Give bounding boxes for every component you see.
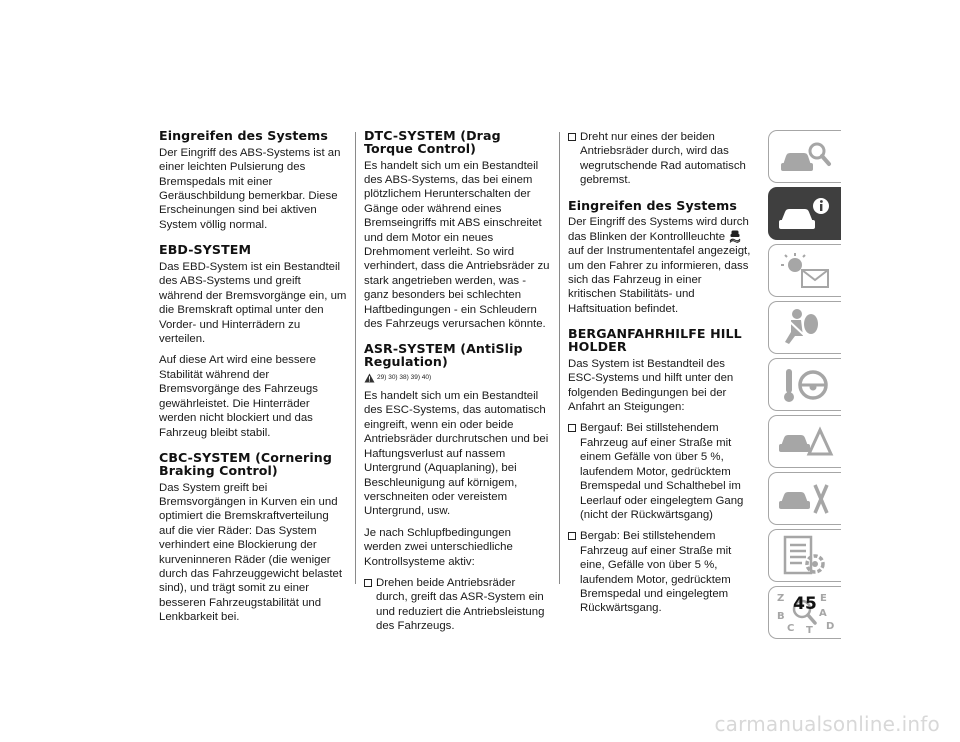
tab-technical-data[interactable] <box>768 529 841 582</box>
column-divider <box>559 132 560 584</box>
index-letter: A <box>819 608 827 619</box>
index-letter: Z <box>777 593 785 604</box>
list-item: Bergauf: Bei stillstehendem Fahrzeug auf einer Straße mit einem Gefälle von über 5 %, laufendem Motor, gedrücktem Bremspedal und Schalthebel im Leerlauf oder eingelegtem Gang (nicht der Rückwärtsgang) <box>568 421 752 522</box>
car-maintenance-icon <box>775 477 835 521</box>
index-letter: T <box>806 625 813 635</box>
page-number: 45 <box>793 594 817 614</box>
checkbox-bullet-icon <box>568 133 576 141</box>
paragraph: Das System greift bei Bremsvorgängen in Kurven ein und optimiert die Bremskraftverteilung auf die vier Räder: Das System verhindert eine Blockierung der kurveninneren Räder (die weniger durch das Fahrzeuggewicht belastet sind), und trägt somit zu einer besseren Fahrzeugstabilität und Lenkbarkeit bei. <box>159 481 342 624</box>
section-heading: BERGANFAHRHILFE HILL HOLDER <box>568 326 742 355</box>
column-left <box>159 130 347 632</box>
column-middle <box>364 130 550 641</box>
warning-reference-numbers: 29) 30) 38) 39) 40) <box>377 374 432 382</box>
warning-triangle-icon <box>364 373 375 383</box>
tab-servicing[interactable] <box>768 472 841 525</box>
section-heading: EBD-SYSTEM <box>159 242 252 258</box>
section-heading: CBC-SYSTEM (Cornering Braking Control) <box>159 449 332 478</box>
esc-warning-light-icon <box>729 230 741 243</box>
paragraph: Das System ist Bestandteil des ESC-Systems und hilft unter den folgenden Bedingungen bei der Anfahrt an Steigungen: <box>568 357 734 414</box>
paragraph: Es handelt sich um ein Bestandteil des ESC-Systems, das automatisch eingreift, wenn ein oder beide Antriebsräder durchrutschen und bei Haftungsverlust auf nassem Untergrund (Aquaplaning), bei Beschleunigung auf körnigem, verschneiten oder vereistem Untergrund, usw. <box>364 390 549 518</box>
paragraph: Es handelt sich um ein Bestandteil des ABS-Systems, das bei einem plötzlichem Herunterschalten der Gänge oder während eines Bremseingriffs mit ABS einschreitet und dem Motor ein neues Drehmoment verleiht. So wird verhindert, dass die Antriebsräder zu stark angetrieben werden, was - ganz besonders bei schlechten Haftbedingungen - ein Schleudern des Fahrzeugs verursachen könnte. <box>364 159 550 331</box>
warning-light-message-icon <box>775 249 835 293</box>
column-right <box>568 130 752 623</box>
section-heading: ASR-SYSTEM (AntiSlip Regulation) <box>364 341 523 370</box>
index-letter: B <box>777 611 785 622</box>
watermark: carmanualsonline.info <box>714 712 940 736</box>
tab-car-search[interactable] <box>768 130 841 183</box>
tab-car-info[interactable] <box>768 187 841 240</box>
list-item: Drehen beide Antriebsräder durch, greift das ASR-System ein und reduziert die Antriebsleistung des Fahrzeugs. <box>364 576 550 634</box>
list-item: Dreht nur eines der beiden Antriebsräder durch, wird das wegrutschende Rad automatisch gebremst. <box>568 130 752 188</box>
checkbox-bullet-icon <box>364 579 372 587</box>
paragraph: Auf diese Art wird eine bessere Stabilität während der Bremsvorgänge des Fahrzeugs gewährleistet. Die Hinterräder werden nicht blockiert und das Fahrzeug bleibt stabil. <box>159 354 318 439</box>
section-heading: Eingreifen des Systems <box>568 197 737 213</box>
index-letter: E <box>820 593 827 604</box>
paragraph: Der Eingriff des Systems wird durch das Blinken der Kontrollleuchte auf der Instrumententafel angezeigt, um den Fahrer zu informieren, dass sich das Fahrzeug in einer kritischen Stabilitäts- und Haftsituation befindet. <box>568 216 751 315</box>
tab-safety[interactable] <box>768 301 841 354</box>
car-info-icon <box>775 192 835 236</box>
car-search-icon <box>775 135 835 179</box>
index-letter: D <box>826 621 835 632</box>
warning-references <box>364 371 550 385</box>
paragraph: Der Eingriff des ABS-Systems ist an einer leichten Pulsierung des Bremspedals mit einer Geräuschbildung bemerkbar. Diese Erscheinungen sind bei aktiven System völlig normal. <box>159 146 341 231</box>
section-heading: DTC-SYSTEM (Drag Torque Control) <box>364 128 501 156</box>
tab-starting-driving[interactable] <box>768 358 841 411</box>
list-item: Bergab: Bei stillstehendem Fahrzeug auf einer Straße mit eine, Gefälle von über 5 %, laufendem Motor, gedrücktem Bremspedal und eingelegtem Rückwärtsgang. <box>568 529 752 615</box>
section-heading: Eingreifen des Systems <box>159 128 328 143</box>
key-steering-wheel-icon <box>775 363 835 407</box>
checkbox-bullet-icon <box>568 532 576 540</box>
checkbox-bullet-icon <box>568 424 576 432</box>
column-divider <box>355 132 356 584</box>
index-letter: C <box>787 623 795 634</box>
car-breakdown-warning-icon <box>775 420 835 464</box>
technical-data-icon <box>775 534 835 578</box>
paragraph: Je nach Schlupfbedingungen werden zwei unterschiedliche Kontrollsysteme aktiv: <box>364 526 513 568</box>
tab-emergency[interactable] <box>768 415 841 468</box>
paragraph: Das EBD-System ist ein Bestandteil des ABS-Systems und greift während der Bremsvorgänge ein, um die Bremskraft optimal unter den Vorder- und Hinterrädern zu verteilen. <box>159 261 347 346</box>
tab-warning-lights[interactable] <box>768 244 841 297</box>
airbag-passenger-icon <box>775 306 835 350</box>
